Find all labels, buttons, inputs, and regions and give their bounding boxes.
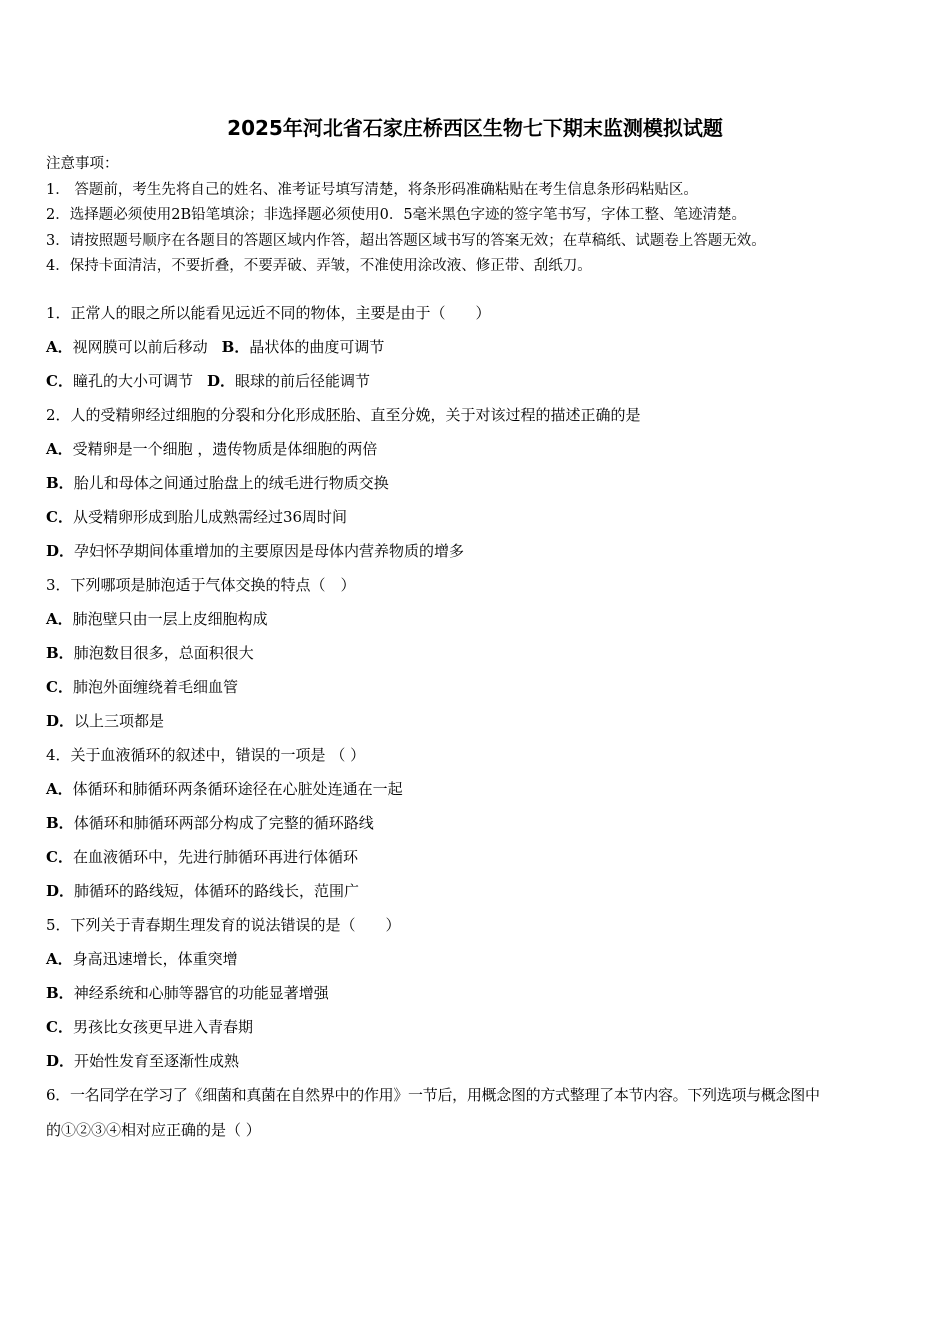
option-row	[46, 1044, 916, 1078]
option-letter: D．	[46, 882, 75, 900]
option-row	[46, 806, 916, 840]
option-text: 受精卵是一个细胞 ，遗传物质是体细胞的两倍	[72, 440, 378, 458]
option-row	[46, 670, 916, 704]
option-row	[46, 874, 916, 908]
option-row	[46, 500, 916, 534]
option-text: 肺泡数目很多，总面积很大	[73, 644, 254, 662]
option-text: 从受精卵形成到胎儿成熟需经过36周时间	[72, 508, 348, 526]
option-text: 肺循环的路线短，体循环的路线长，范围广	[74, 882, 360, 900]
option-letter: B．	[221, 338, 250, 356]
option-row	[46, 466, 916, 500]
option-text: 瞳孔的大小可调节	[72, 372, 193, 390]
option-row	[46, 636, 916, 670]
option-row	[46, 602, 916, 636]
option-text: 以上三项都是	[74, 712, 165, 730]
option-letter: A．	[46, 440, 73, 458]
question-stem: 4．关于血液循环的叙述中，错误的一项是 （ ）	[46, 746, 366, 764]
option-letter: C．	[46, 508, 73, 526]
option-text: 肺泡外面缠绕着毛细血管	[72, 678, 238, 696]
option-row	[46, 1010, 916, 1044]
option-text: 肺泡壁只由一层上皮细胞构成	[72, 610, 268, 628]
option-letter: B．	[46, 814, 74, 832]
option-text: 胎儿和母体之间通过胎盘上的绒毛进行物质交换	[73, 474, 389, 492]
option-letter: C．	[46, 848, 73, 866]
page-title: 2025年河北省石家庄桥西区生物七下期末监测模拟试题	[227, 116, 723, 140]
option-letter: A．	[46, 780, 73, 798]
option-letter: D．	[46, 542, 75, 560]
option-letter: C．	[46, 372, 73, 390]
notice-item: 3．请按照题号顺序在各题目的答题区域内作答，超出答题区域书写的答案无效；在草稿纸、试题卷上答题无效。	[46, 232, 766, 249]
option-text: 在血液循环中，先进行肺循环再进行体循环	[72, 848, 358, 866]
question-stem: 3．下列哪项是肺泡适于气体交换的特点（ ）	[46, 576, 356, 594]
option-letter: B．	[46, 474, 74, 492]
question-stem: 6．一名同学在学习了《细菌和真菌在自然界中的作用》一节后，用概念图的方式整理了本节内容。下列选项与概念图中	[46, 1086, 820, 1104]
option-letter: D．	[206, 372, 235, 390]
notice-section	[46, 152, 916, 280]
option-row	[46, 364, 916, 398]
option-letter: B．	[46, 984, 74, 1002]
option-row	[46, 840, 916, 874]
option-text: 孕妇怀孕期间体重增加的主要原因是母体内营养物质的增多	[74, 542, 465, 560]
option-letter: A．	[46, 950, 73, 968]
option-text: 身高迅速增长，体重突增	[72, 950, 238, 968]
option-letter: A．	[46, 610, 73, 628]
option-letter: C．	[46, 678, 73, 696]
option-row	[46, 704, 916, 738]
option-row	[46, 976, 916, 1010]
option-text: 开始性发育至逐渐性成熟	[74, 1052, 240, 1070]
option-text: 神经系统和心肺等器官的功能显著增强	[73, 984, 329, 1002]
option-row	[46, 942, 916, 976]
option-text: 视网膜可以前后移动	[72, 338, 208, 356]
option-row	[46, 330, 916, 364]
notice-heading: 注意事项：	[46, 156, 119, 172]
questions-section	[46, 296, 916, 1148]
option-letter: A．	[46, 338, 73, 356]
notice-item: 2．选择题必须使用2B铅笔填涂；非选择题必须使用0．5毫米黑色字迹的签字笔书写，字体工整、笔迹清楚。	[46, 207, 747, 223]
question-stem: 2．人的受精卵经过细胞的分裂和分化形成胚胎、直至分娩，关于对该过程的描述正确的是	[46, 406, 641, 424]
option-row	[46, 772, 916, 806]
option-row	[46, 432, 916, 466]
option-text: 体循环和肺循环两部分构成了完整的循环路线	[73, 814, 374, 832]
option-text: 晶状体的曲度可调节	[249, 338, 385, 356]
question-stem-continued: 的①②③④相对应正确的是（ ）	[46, 1121, 261, 1139]
option-text: 眼球的前后径能调节	[234, 372, 370, 390]
option-letter: C．	[46, 1018, 73, 1036]
question-stem: 1．正常人的眼之所以能看见远近不同的物体，主要是由于（ ）	[46, 304, 491, 322]
notice-item: 4．保持卡面清洁，不要折叠，不要弄破、弄皱，不准使用涂改液、修正带、刮纸刀。	[46, 258, 592, 274]
option-text: 体循环和肺循环两条循环途径在心脏处连通在一起	[72, 780, 403, 798]
option-letter: D．	[46, 712, 75, 730]
question-stem: 5．下列关于青春期生理发育的说法错误的是（ ）	[46, 916, 401, 934]
notice-item: 1． 答题前，考生先将自己的姓名、准考证号填写清楚，将条形码准确粘贴在考生信息条形码粘贴区。	[46, 181, 698, 198]
option-row	[46, 534, 916, 568]
option-letter: D．	[46, 1052, 75, 1070]
option-letter: B．	[46, 644, 74, 662]
option-text: 男孩比女孩更早进入青春期	[72, 1018, 253, 1036]
